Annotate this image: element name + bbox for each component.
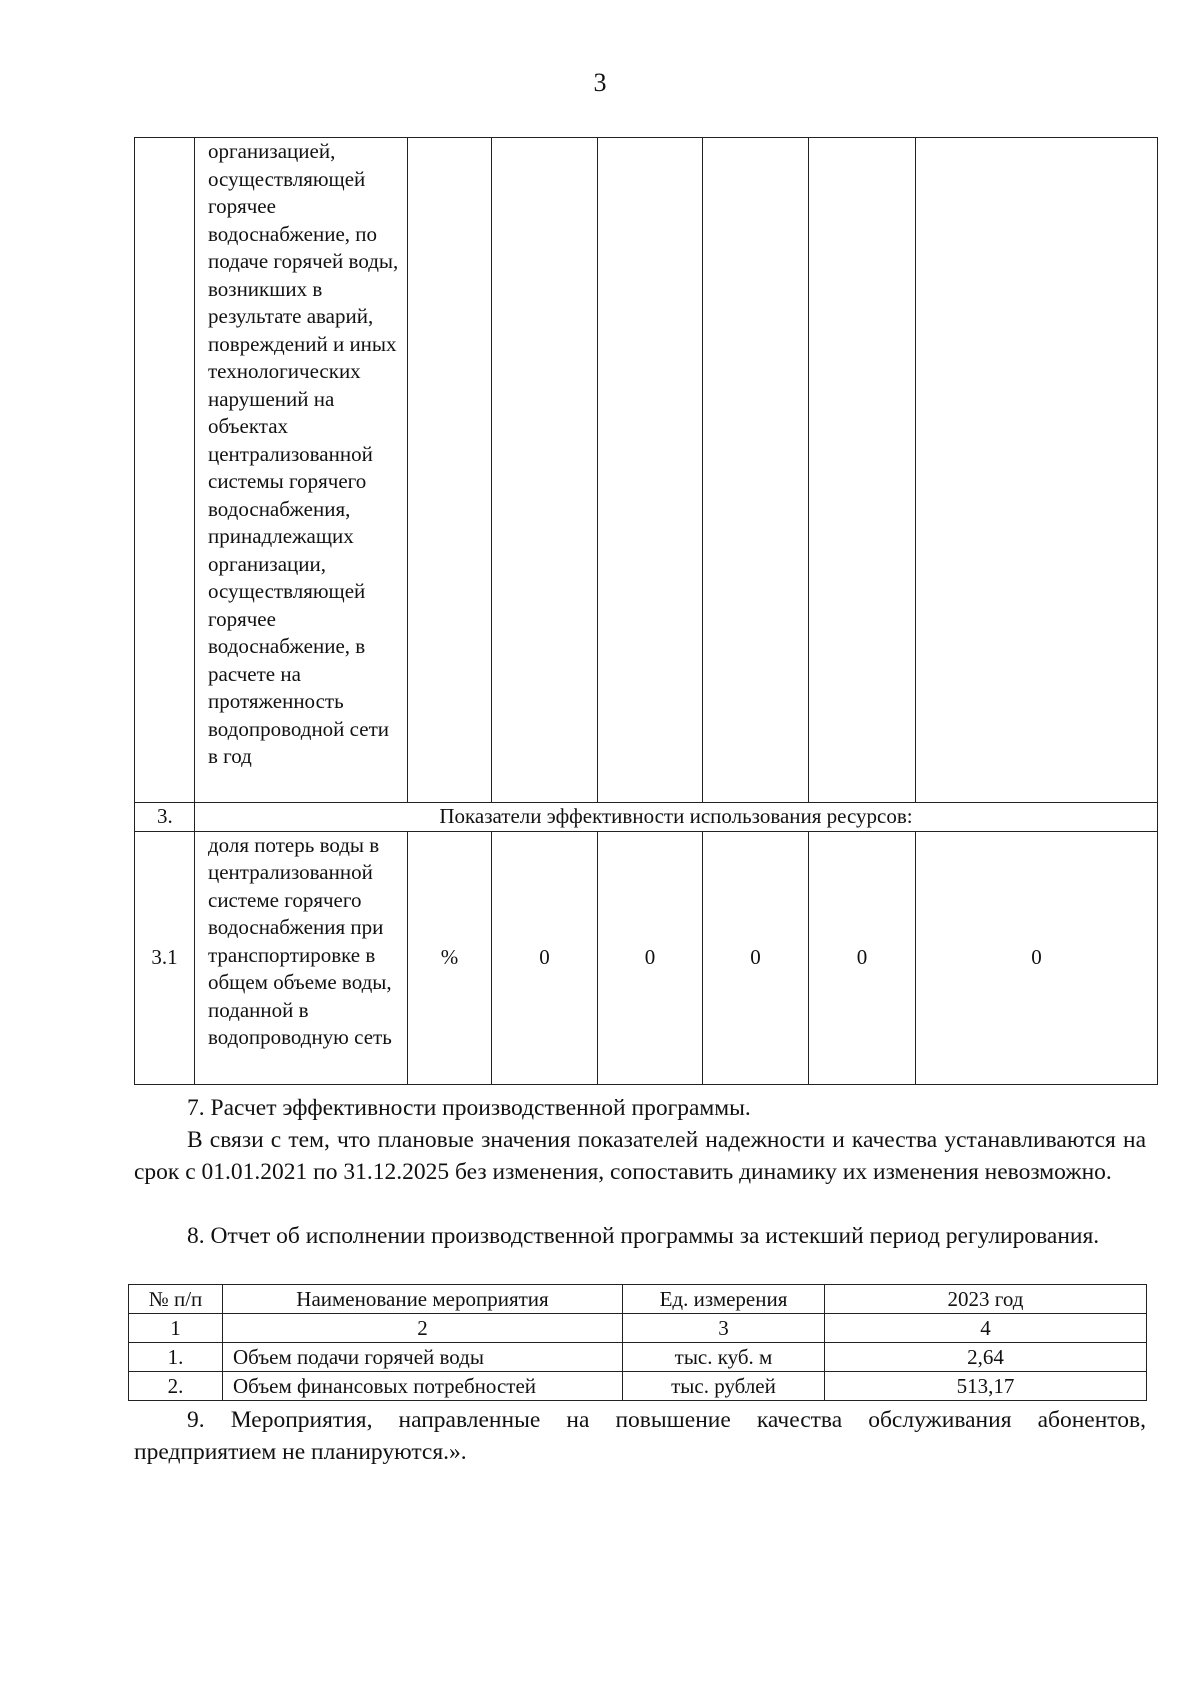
page-number: 3 (593, 68, 607, 97)
report-table (128, 1284, 1147, 1401)
indicator-value: 0 (598, 831, 703, 1084)
indicator-value: 0 (703, 831, 809, 1084)
col-number: 3 (623, 1314, 825, 1343)
row-number: 1. (129, 1343, 223, 1372)
section-7-text: В связи с тем, что плановые значения показателей надежности и качества устанавливаются на срок с 01.01.2021 по 31.12.2025 без изменения, сопоставить динамику их изменения невозможно. (134, 1127, 1146, 1185)
unit: тыс. куб. м (623, 1343, 825, 1372)
indicator-value: 0 (809, 831, 916, 1084)
report-header-row (129, 1285, 1147, 1314)
indicator-value: 0 (916, 831, 1158, 1084)
section-8-heading: 8. Отчет об исполнении производственной программы за истекший период регулирования. (187, 1223, 1100, 1249)
section-number: 3. (135, 803, 195, 832)
table-row-continued (135, 138, 1158, 803)
activity-name: Объем подачи горячей воды (223, 1343, 623, 1372)
row-number: 3.1 (135, 831, 195, 1084)
indicators-table (134, 137, 1158, 1085)
indicator-unit: % (408, 831, 492, 1084)
indicator-name: доля потерь воды в централизованной системе горячего водоснабжения при транспортировке в общем объеме воды, поданной в водопроводную сеть (195, 831, 408, 1084)
report-col-number-row (129, 1314, 1147, 1343)
value: 513,17 (825, 1372, 1147, 1401)
indicator-name-continued: организацией, осуществляющей горячее водоснабжение, по подаче горячей воды, возникших в результате аварий, повреждений и иных технологических нарушений на объектах централизованной системы горячего водоснабжения, принадлежащих организации, осуществляющей горячее водоснабжение, в расчете на протяженность водопроводной сети в год (195, 138, 408, 803)
section-7-heading: 7. Расчет эффективности производственной программы. (187, 1095, 751, 1121)
unit: тыс. рублей (623, 1372, 825, 1401)
col-number: 4 (825, 1314, 1147, 1343)
section-title: Показатели эффективности использования ресурсов: (195, 803, 1158, 832)
indicator-value: 0 (492, 831, 598, 1084)
section-9-text: 9. Мероприятия, направленные на повышение качества обслуживания абонентов, предприятием не планируются.». (134, 1407, 1146, 1465)
table-row-section-3 (135, 803, 1158, 832)
row-number: 2. (129, 1372, 223, 1401)
value: 2,64 (825, 1343, 1147, 1372)
col-number: 1 (129, 1314, 223, 1343)
table-row (129, 1372, 1147, 1401)
col-number: 2 (223, 1314, 623, 1343)
header-cell: Ед. измерения (623, 1285, 825, 1314)
header-cell: Наименование мероприятия (223, 1285, 623, 1314)
cell-num (135, 138, 195, 803)
header-cell: 2023 год (825, 1285, 1147, 1314)
header-cell: № п/п (129, 1285, 223, 1314)
table-row (129, 1343, 1147, 1372)
table-row-3-1 (135, 831, 1158, 1084)
activity-name: Объем финансовых потребностей (223, 1372, 623, 1401)
